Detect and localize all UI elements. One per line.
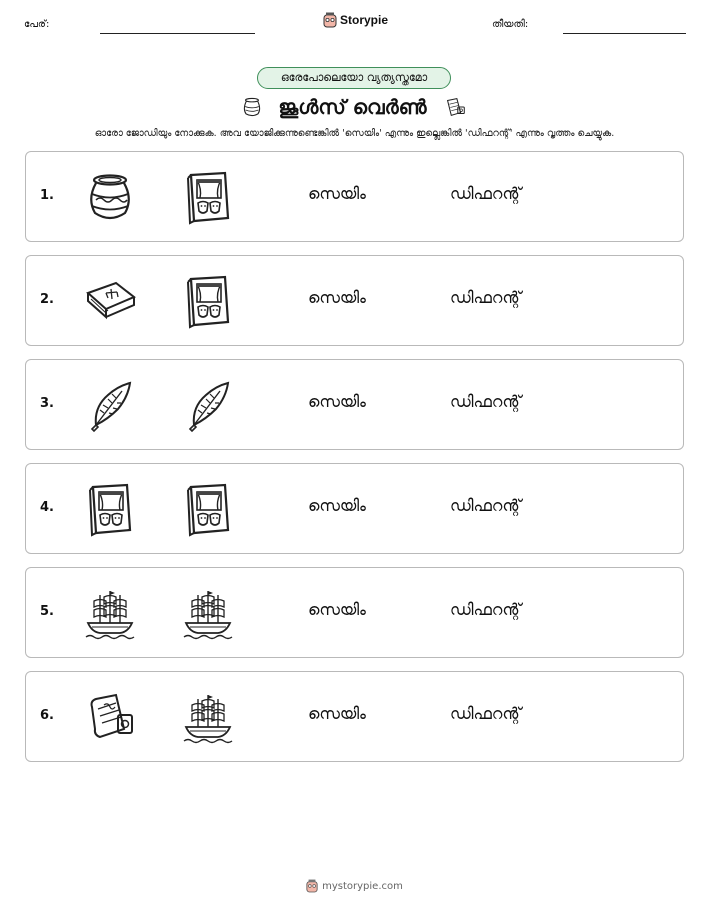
worksheet-type-badge (257, 67, 451, 89)
question-number: 4. (40, 500, 54, 515)
question-row (25, 671, 684, 762)
pot-icon (82, 169, 138, 225)
same-option[interactable]: സെയിം (308, 392, 366, 411)
storypie-mascot-icon (306, 879, 318, 893)
different-option[interactable]: ഡിഫറന്റ് (450, 496, 522, 515)
different-option[interactable]: ഡിഫറന്റ് (450, 704, 522, 723)
law-book-icon (82, 273, 138, 329)
page-title: ജൂൾസ് വെർൺ (278, 95, 427, 119)
quill-icon (82, 377, 138, 433)
instructions-text: ഓരോ ജോഡിയും നോക്കുക. അവ യോജിക്കുന്നുണ്ടെങ്കിൽ 'സെയിം' എന്നും ഇല്ലെങ്കിൽ 'ഡിഫറന്റ്' എന്നും വൃത്തം ചെയ്യുക. (94, 128, 615, 139)
name-write-line[interactable] (100, 33, 255, 34)
question-number: 3. (40, 396, 54, 411)
theater-book-icon (180, 481, 236, 537)
question-number: 5. (40, 604, 54, 619)
scroll-icon (82, 689, 138, 745)
worksheet-header (0, 0, 709, 40)
different-option[interactable]: ഡിഫറന്റ് (450, 600, 522, 619)
same-option[interactable]: സെയിം (308, 288, 366, 307)
question-number: 1. (40, 188, 54, 203)
badge-label: ഒരേപോലെയോ വ്യത്യസ്തമോ (280, 71, 428, 84)
different-option[interactable]: ഡിഫറന്റ് (450, 184, 522, 203)
theater-book-icon (180, 273, 236, 329)
date-write-line[interactable] (563, 33, 686, 34)
name-label: പേര്: (24, 19, 50, 30)
same-option[interactable]: സെയിം (308, 496, 366, 515)
same-option[interactable]: സെയിം (308, 704, 366, 723)
theater-book-icon (82, 481, 138, 537)
same-option[interactable]: സെയിം (308, 600, 366, 619)
question-row (25, 255, 684, 346)
question-row (25, 151, 684, 242)
date-label: തീയതി: (492, 19, 529, 30)
scroll-icon (441, 94, 469, 120)
ship-icon (82, 585, 138, 641)
question-number: 6. (40, 708, 54, 723)
theater-book-icon (180, 169, 236, 225)
title-row (0, 92, 709, 122)
different-option[interactable]: ഡിഫറന്റ് (450, 288, 522, 307)
question-row (25, 359, 684, 450)
different-option[interactable]: ഡിഫറന്റ് (450, 392, 522, 411)
question-row (25, 567, 684, 658)
ship-icon (180, 689, 236, 745)
ship-icon (180, 585, 236, 641)
brand-name: Storypie (340, 13, 389, 27)
footer-site-link[interactable]: mystorypie.com (322, 880, 403, 892)
brand-logo (323, 12, 388, 28)
same-option[interactable]: സെയിം (308, 184, 366, 203)
question-number: 2. (40, 292, 54, 307)
quill-icon (180, 377, 236, 433)
storypie-mascot-icon (323, 12, 337, 28)
pot-icon (240, 95, 264, 119)
question-row (25, 463, 684, 554)
footer (0, 879, 709, 893)
